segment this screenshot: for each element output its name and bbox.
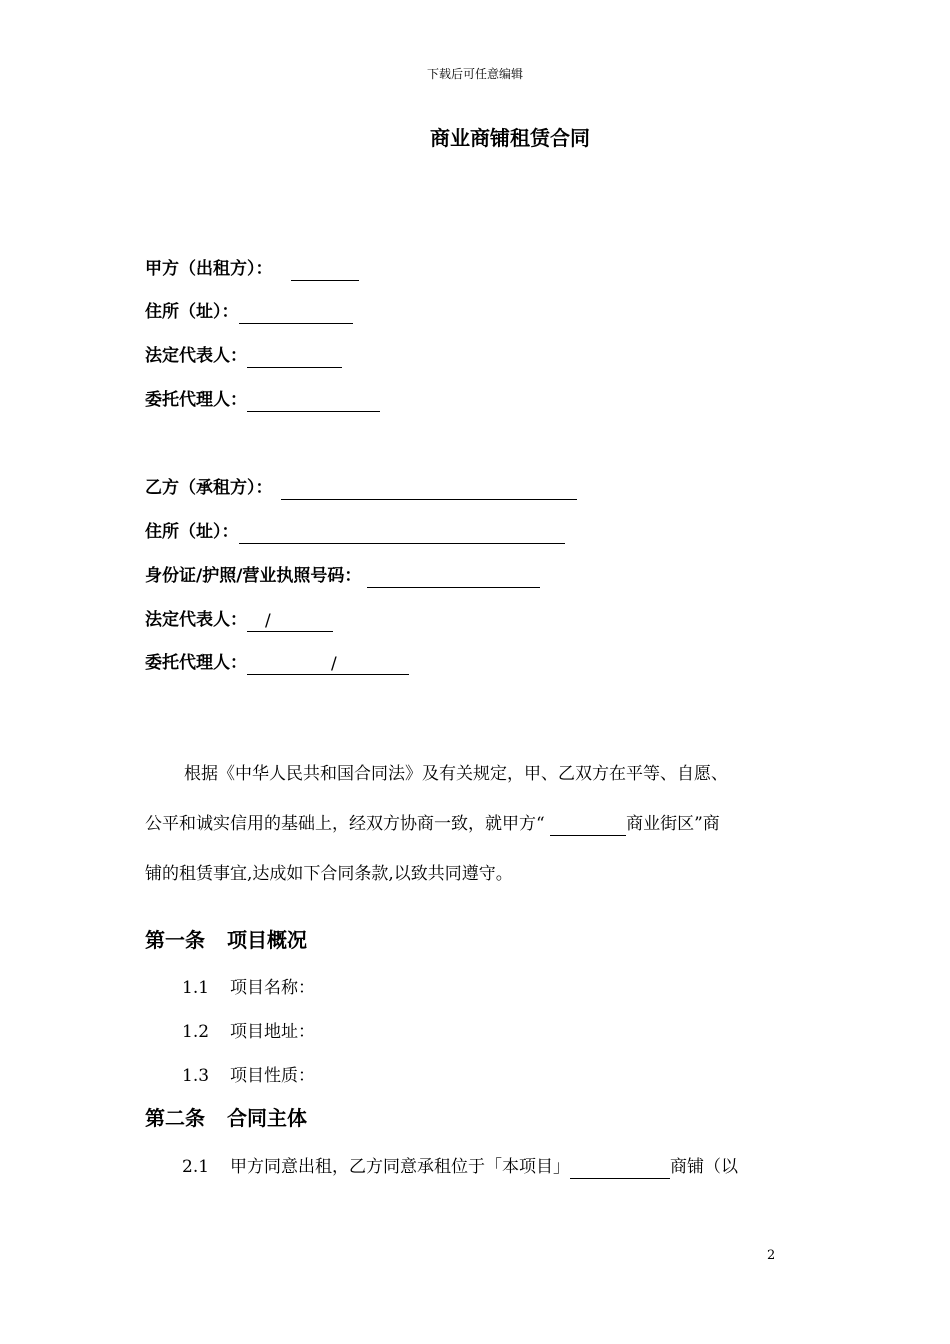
preamble-line-2-after: 商业街区”商	[626, 814, 720, 834]
party-a-legal-rep-label: 法定代表人：	[145, 346, 247, 366]
article-2-number: 第二条	[145, 1106, 205, 1130]
document-title: 商业商铺租赁合同	[430, 126, 590, 150]
party-a-address-blank[interactable]	[239, 302, 353, 324]
clause-text-after: 商铺（以	[670, 1157, 738, 1177]
party-b-agent-label: 委托代理人：	[145, 653, 247, 673]
article-1-number: 第一条	[145, 928, 205, 952]
preamble-line-2-before: 公平和诚实信用的基础上，经双方协商一致，就甲方“	[145, 814, 551, 834]
shop-number-blank[interactable]	[570, 1157, 670, 1179]
clause-number: 1.1	[182, 978, 210, 998]
article-1-title: 项目概况	[227, 928, 307, 952]
party-a-legal-rep-blank[interactable]	[247, 346, 342, 368]
preamble-line-2	[145, 812, 720, 836]
party-a-address-label: 住所（址）：	[145, 302, 239, 322]
clause-number: 1.3	[182, 1066, 210, 1086]
party-b-agent-field	[145, 651, 409, 675]
clause-1-1	[182, 976, 315, 1000]
preamble-line-3: 铺的租赁事宜,达成如下合同条款,以致共同遵守。	[145, 864, 513, 884]
article-1-heading	[145, 926, 307, 954]
clause-text: 项目地址：	[230, 1022, 315, 1042]
party-b-lessee-field	[145, 476, 577, 500]
article-2-heading	[145, 1104, 307, 1132]
party-a-agent-label: 委托代理人：	[145, 390, 247, 410]
party-b-id-field	[145, 564, 540, 588]
clause-text: 项目名称：	[230, 978, 315, 998]
clause-number: 2.1	[182, 1157, 210, 1177]
clause-text: 项目性质：	[230, 1066, 315, 1086]
party-b-id-label: 身份证/护照/营业执照号码：	[145, 566, 362, 586]
clause-1-2	[182, 1020, 315, 1044]
party-b-legal-rep-blank[interactable]: /	[247, 610, 333, 632]
party-b-lessee-blank[interactable]	[281, 478, 577, 500]
party-a-agent-blank[interactable]	[247, 390, 380, 412]
party-b-lessee-label: 乙方（承租方）：	[145, 478, 273, 498]
party-b-id-blank[interactable]	[367, 566, 540, 588]
party-b-address-blank[interactable]	[239, 522, 565, 544]
clause-2-1	[182, 1155, 738, 1179]
party-a-agent-field	[145, 388, 380, 412]
district-name-blank[interactable]	[550, 814, 626, 836]
clause-1-3	[182, 1064, 315, 1088]
party-a-lessor-label: 甲方（出租方）：	[145, 259, 273, 279]
party-b-agent-blank[interactable]: /	[247, 653, 409, 675]
party-b-legal-rep-label: 法定代表人：	[145, 610, 247, 630]
party-a-lessor-field	[145, 257, 359, 281]
clause-number: 1.2	[182, 1022, 210, 1042]
page-number: 2	[767, 1248, 776, 1263]
preamble-line-1: 根据《中华人民共和国合同法》及有关规定，甲、乙双方在平等、自愿、	[184, 764, 728, 784]
header-note: 下载后可任意编辑	[426, 67, 523, 81]
party-a-lessor-blank[interactable]	[291, 259, 359, 281]
article-2-title: 合同主体	[227, 1106, 307, 1130]
party-b-legal-rep-field	[145, 608, 333, 632]
clause-text-before: 甲方同意出租，乙方同意承租位于「本项目」	[230, 1157, 570, 1177]
party-b-address-field	[145, 520, 565, 544]
party-a-address-field	[145, 300, 353, 324]
party-b-address-label: 住所（址）：	[145, 522, 239, 542]
party-a-legal-rep-field	[145, 344, 342, 368]
